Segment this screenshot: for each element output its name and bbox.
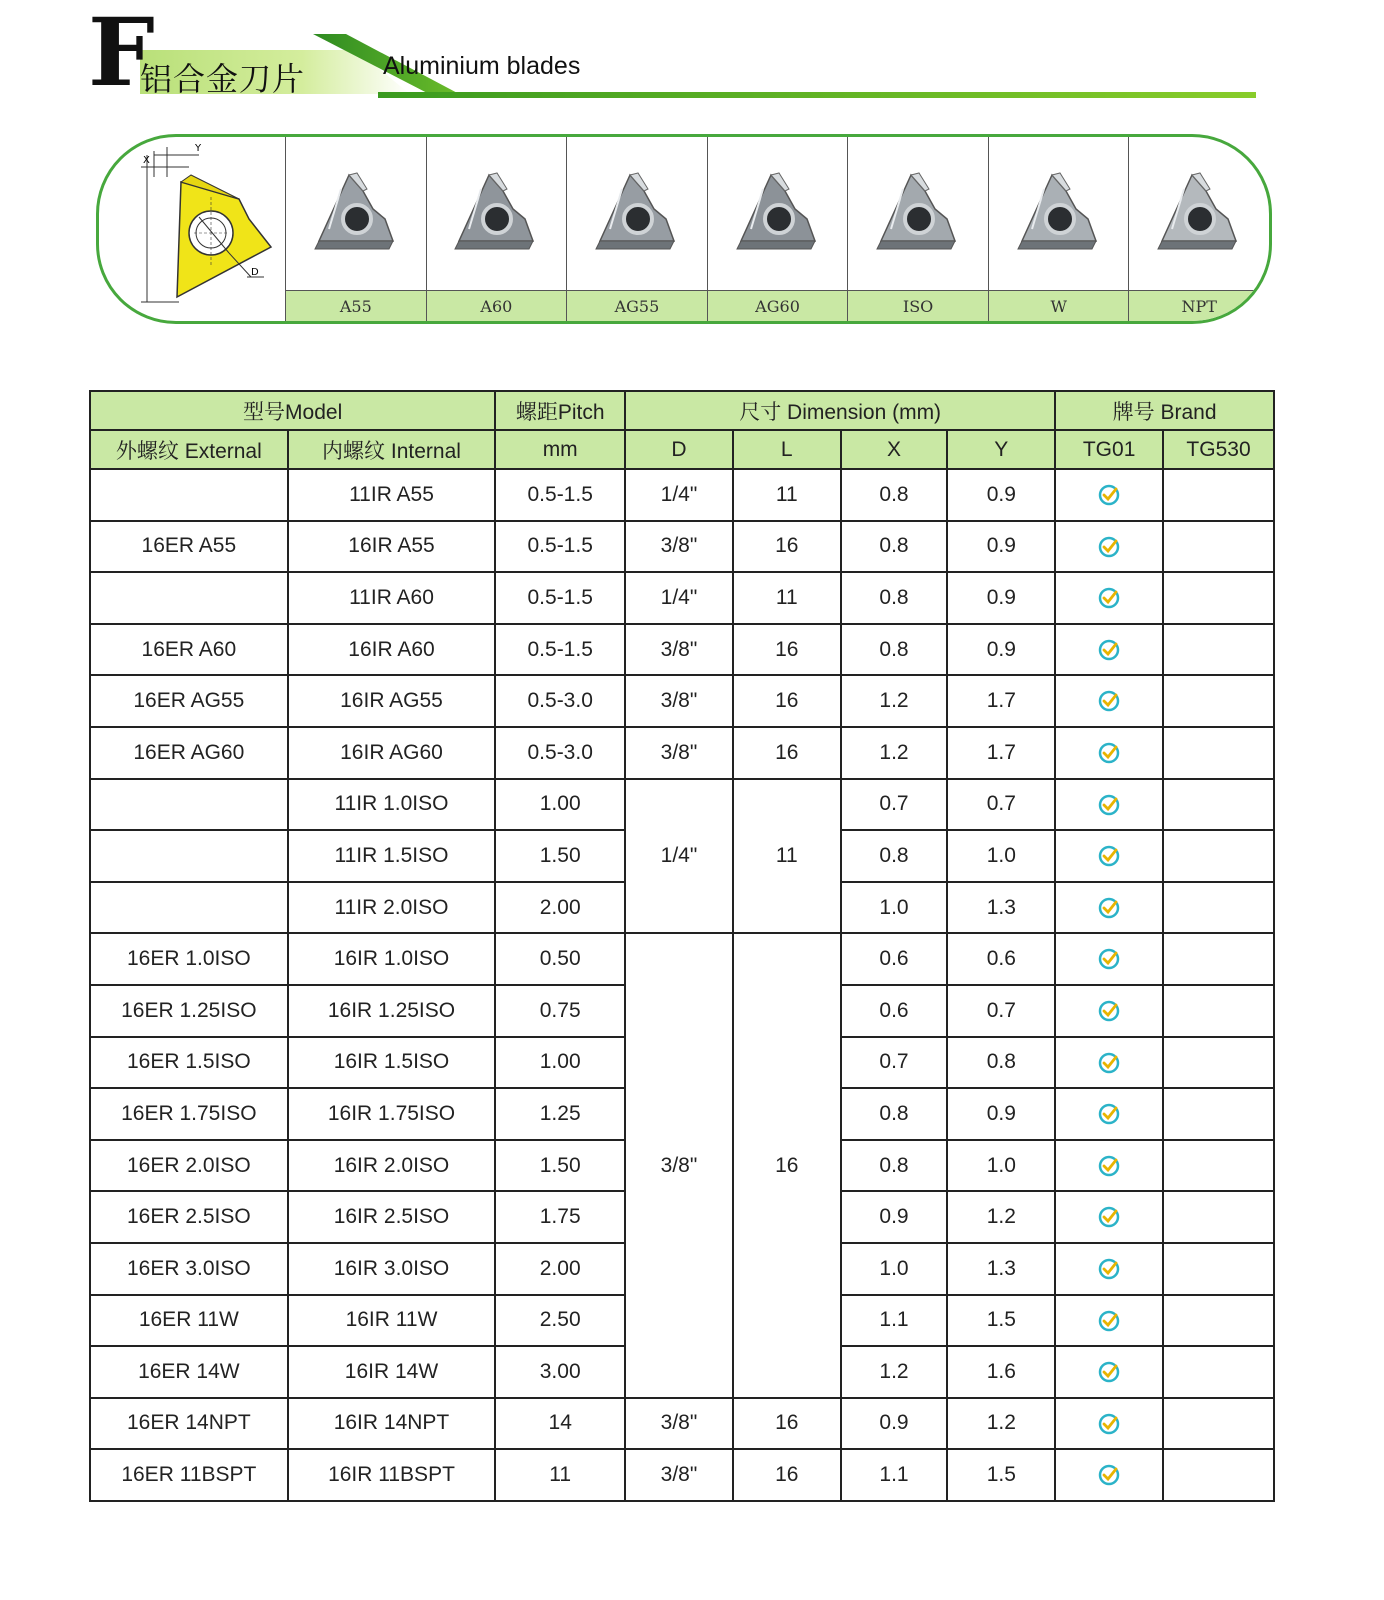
cell-internal: 16IR A55 [288, 521, 496, 573]
check-circle-icon [1097, 586, 1121, 610]
col-tg530: TG530 [1163, 430, 1274, 469]
cell-y: 0.6 [947, 933, 1055, 985]
cell-internal: 11IR 1.0ISO [288, 779, 496, 831]
cell-tg530 [1163, 675, 1274, 727]
check-circle-icon [1097, 896, 1121, 920]
cell-external: 16ER A55 [90, 521, 288, 573]
cell-pitch: 0.50 [495, 933, 625, 985]
cell-pitch: 1.00 [495, 779, 625, 831]
cell-external [90, 830, 288, 882]
cell-external: 16ER A60 [90, 624, 288, 676]
cell-tg530 [1163, 1398, 1274, 1450]
cell-pitch: 3.00 [495, 1346, 625, 1398]
cell-tg530 [1163, 1449, 1274, 1501]
spec-table-body [90, 469, 1274, 1501]
cell-x: 1.1 [841, 1449, 948, 1501]
cell-d: 3/8" [625, 624, 733, 676]
cell-x: 1.0 [841, 882, 948, 934]
table-row [90, 624, 1274, 676]
check-circle-icon [1097, 1154, 1121, 1178]
table-row [90, 521, 1274, 573]
cell-internal: 11IR A60 [288, 572, 496, 624]
cell-x: 0.8 [841, 624, 948, 676]
cell-tg530 [1163, 779, 1274, 831]
table-row [90, 779, 1274, 831]
cell-x: 0.9 [841, 1398, 948, 1450]
cell-d: 1/4" [625, 779, 733, 934]
cell-x: 0.7 [841, 1037, 948, 1089]
cell-external: 16ER 2.0ISO [90, 1140, 288, 1192]
check-circle-icon [1097, 947, 1121, 971]
blade-cell [566, 137, 707, 321]
cell-y: 0.8 [947, 1037, 1055, 1089]
cell-d: 3/8" [625, 727, 733, 779]
header-rule [378, 92, 1256, 98]
diagram-label-d: D [251, 267, 259, 278]
insert-blade-icon [1014, 169, 1104, 259]
cell-tg01 [1055, 675, 1163, 727]
table-row [90, 1398, 1274, 1450]
cell-tg530 [1163, 727, 1274, 779]
cell-pitch: 0.5-3.0 [495, 675, 625, 727]
cell-y: 1.7 [947, 727, 1055, 779]
blade-label: ISO [848, 290, 988, 321]
cell-pitch: 14 [495, 1398, 625, 1450]
table-row [90, 469, 1274, 521]
cell-d: 1/4" [625, 469, 733, 521]
blade-image [567, 137, 707, 291]
cell-tg01 [1055, 882, 1163, 934]
table-row [90, 572, 1274, 624]
cell-d: 3/8" [625, 1449, 733, 1501]
cell-x: 1.0 [841, 1243, 948, 1295]
col-x: X [841, 430, 948, 469]
blade-image [848, 137, 988, 291]
table-row [90, 727, 1274, 779]
cell-external: 16ER 1.5ISO [90, 1037, 288, 1089]
check-circle-icon [1097, 793, 1121, 817]
cell-tg01 [1055, 830, 1163, 882]
col-y: Y [947, 430, 1055, 469]
cell-tg01 [1055, 727, 1163, 779]
cell-tg530 [1163, 1088, 1274, 1140]
cell-tg01 [1055, 1037, 1163, 1089]
cell-tg530 [1163, 1346, 1274, 1398]
cell-tg01 [1055, 521, 1163, 573]
cell-x: 0.6 [841, 985, 948, 1037]
header-pitch: 螺距Pitch [495, 391, 625, 430]
check-circle-icon [1097, 1051, 1121, 1075]
cell-y: 1.0 [947, 830, 1055, 882]
cell-tg01 [1055, 572, 1163, 624]
insert-blade-icon [1154, 169, 1244, 259]
insert-blade-icon [592, 169, 682, 259]
header-brand: 牌号 Brand [1055, 391, 1274, 430]
blade-label: A60 [427, 290, 567, 321]
cell-internal: 16IR 14NPT [288, 1398, 496, 1450]
cell-tg530 [1163, 521, 1274, 573]
cell-internal: 16IR 14W [288, 1346, 496, 1398]
cell-l: 11 [733, 572, 841, 624]
cell-d: 3/8" [625, 1398, 733, 1450]
cell-pitch: 2.50 [495, 1295, 625, 1347]
cell-l: 11 [733, 779, 841, 934]
insert-blade-icon [451, 169, 541, 259]
blade-cell [988, 137, 1129, 321]
insert-blade-icon [873, 169, 963, 259]
cell-external [90, 469, 288, 521]
insert-diagram-icon [99, 137, 285, 321]
table-row [90, 1449, 1274, 1501]
cell-pitch: 1.50 [495, 830, 625, 882]
cell-x: 0.8 [841, 572, 948, 624]
cell-internal: 16IR 11W [288, 1295, 496, 1347]
cell-tg01 [1055, 985, 1163, 1037]
check-circle-icon [1097, 689, 1121, 713]
cell-external: 16ER 11W [90, 1295, 288, 1347]
cell-internal: 16IR 2.5ISO [288, 1191, 496, 1243]
cell-x: 0.7 [841, 779, 948, 831]
col-d: D [625, 430, 733, 469]
cell-x: 0.8 [841, 469, 948, 521]
section-title-cn: 铝合金刀片 [140, 60, 306, 98]
cell-x: 1.2 [841, 1346, 948, 1398]
cell-x: 0.8 [841, 1140, 948, 1192]
blade-cell [426, 137, 567, 321]
blade-label: AG60 [708, 290, 848, 321]
check-circle-icon [1097, 535, 1121, 559]
diagram-label-x: X [143, 155, 150, 166]
cell-pitch: 1.75 [495, 1191, 625, 1243]
header-model: 型号Model [90, 391, 495, 430]
blade-cell [285, 137, 426, 321]
cell-internal: 16IR A60 [288, 624, 496, 676]
cell-pitch: 1.00 [495, 1037, 625, 1089]
cell-tg01 [1055, 779, 1163, 831]
cell-x: 1.2 [841, 727, 948, 779]
col-l: L [733, 430, 841, 469]
section-letter: F [88, 0, 155, 108]
cell-y: 1.3 [947, 882, 1055, 934]
cell-tg01 [1055, 1449, 1163, 1501]
cell-tg01 [1055, 1191, 1163, 1243]
check-circle-icon [1097, 1309, 1121, 1333]
cell-y: 0.9 [947, 469, 1055, 521]
cell-internal: 16IR AG55 [288, 675, 496, 727]
cell-tg530 [1163, 1140, 1274, 1192]
cell-l: 16 [733, 521, 841, 573]
blade-image [286, 137, 426, 291]
cell-tg01 [1055, 1140, 1163, 1192]
cell-x: 0.8 [841, 1088, 948, 1140]
cell-external: 16ER AG60 [90, 727, 288, 779]
cell-tg01 [1055, 624, 1163, 676]
cell-y: 1.3 [947, 1243, 1055, 1295]
check-circle-icon [1097, 1412, 1121, 1436]
blade-label: A55 [286, 290, 426, 321]
cell-l: 16 [733, 624, 841, 676]
cell-internal: 16IR 2.0ISO [288, 1140, 496, 1192]
check-circle-icon [1097, 1205, 1121, 1229]
section-title-en: Aluminium blades [383, 52, 581, 80]
cell-l: 11 [733, 469, 841, 521]
cell-internal: 16IR 11BSPT [288, 1449, 496, 1501]
cell-internal: 11IR 2.0ISO [288, 882, 496, 934]
check-circle-icon [1097, 638, 1121, 662]
cell-y: 0.9 [947, 1088, 1055, 1140]
cell-x: 0.8 [841, 521, 948, 573]
cell-internal: 16IR 3.0ISO [288, 1243, 496, 1295]
col-internal: 内螺纹 Internal [288, 430, 496, 469]
table-row [90, 675, 1274, 727]
cell-pitch: 2.00 [495, 882, 625, 934]
cell-l: 16 [733, 1398, 841, 1450]
header-dimension: 尺寸 Dimension (mm) [625, 391, 1055, 430]
cell-d: 3/8" [625, 521, 733, 573]
cell-pitch: 2.00 [495, 1243, 625, 1295]
blade-label: NPT [1129, 290, 1269, 321]
cell-pitch: 0.75 [495, 985, 625, 1037]
cell-x: 1.2 [841, 675, 948, 727]
cell-external [90, 882, 288, 934]
cell-x: 0.9 [841, 1191, 948, 1243]
cell-y: 1.2 [947, 1398, 1055, 1450]
cell-external: 16ER 1.75ISO [90, 1088, 288, 1140]
cell-pitch: 1.25 [495, 1088, 625, 1140]
cell-d: 1/4" [625, 572, 733, 624]
cell-external: 16ER 14NPT [90, 1398, 288, 1450]
section-header [88, 0, 1278, 108]
cell-tg530 [1163, 1037, 1274, 1089]
cell-external: 16ER 11BSPT [90, 1449, 288, 1501]
cell-internal: 16IR 1.0ISO [288, 933, 496, 985]
cell-tg530 [1163, 1191, 1274, 1243]
cell-d: 3/8" [625, 675, 733, 727]
cell-l: 16 [733, 933, 841, 1397]
cell-y: 0.9 [947, 624, 1055, 676]
cell-external [90, 779, 288, 831]
cell-y: 0.7 [947, 985, 1055, 1037]
cell-d: 3/8" [625, 933, 733, 1397]
blade-cells [285, 137, 1269, 321]
cell-tg530 [1163, 572, 1274, 624]
cell-pitch: 0.5-1.5 [495, 572, 625, 624]
check-circle-icon [1097, 1360, 1121, 1384]
cell-l: 16 [733, 1449, 841, 1501]
blade-label: AG55 [567, 290, 707, 321]
check-circle-icon [1097, 844, 1121, 868]
cell-tg01 [1055, 1088, 1163, 1140]
cell-internal: 16IR 1.75ISO [288, 1088, 496, 1140]
col-pitch-unit: mm [495, 430, 625, 469]
cell-l: 16 [733, 727, 841, 779]
blade-image [708, 137, 848, 291]
blade-image [1129, 137, 1269, 291]
cell-external: 16ER 2.5ISO [90, 1191, 288, 1243]
cell-internal: 11IR 1.5ISO [288, 830, 496, 882]
check-circle-icon [1097, 741, 1121, 765]
col-tg01: TG01 [1055, 430, 1163, 469]
cell-y: 1.7 [947, 675, 1055, 727]
cell-tg530 [1163, 1295, 1274, 1347]
spec-table [89, 390, 1275, 1502]
cell-tg530 [1163, 830, 1274, 882]
check-circle-icon [1097, 1102, 1121, 1126]
insert-blade-icon [733, 169, 823, 259]
check-circle-icon [1097, 1463, 1121, 1487]
cell-tg530 [1163, 469, 1274, 521]
cell-tg530 [1163, 1243, 1274, 1295]
col-external: 外螺纹 External [90, 430, 288, 469]
cell-x: 0.8 [841, 830, 948, 882]
cell-tg01 [1055, 1398, 1163, 1450]
table-row [90, 933, 1274, 985]
cell-tg530 [1163, 933, 1274, 985]
cell-x: 1.1 [841, 1295, 948, 1347]
cell-y: 0.9 [947, 572, 1055, 624]
cell-external [90, 572, 288, 624]
blade-image [427, 137, 567, 291]
cell-y: 1.0 [947, 1140, 1055, 1192]
cell-tg01 [1055, 1243, 1163, 1295]
cell-y: 1.5 [947, 1449, 1055, 1501]
cell-tg01 [1055, 1295, 1163, 1347]
cell-y: 1.2 [947, 1191, 1055, 1243]
blade-types-strip [96, 134, 1272, 324]
check-circle-icon [1097, 1257, 1121, 1281]
cell-internal: 11IR A55 [288, 469, 496, 521]
cell-pitch: 1.50 [495, 1140, 625, 1192]
cell-pitch: 0.5-1.5 [495, 469, 625, 521]
cell-external: 16ER 1.25ISO [90, 985, 288, 1037]
blade-cell [1128, 137, 1269, 321]
cell-external: 16ER 1.0ISO [90, 933, 288, 985]
cell-pitch: 0.5-1.5 [495, 521, 625, 573]
blade-cell [847, 137, 988, 321]
cell-internal: 16IR 1.25ISO [288, 985, 496, 1037]
blade-image [989, 137, 1129, 291]
cell-y: 0.7 [947, 779, 1055, 831]
cell-y: 1.6 [947, 1346, 1055, 1398]
cell-pitch: 11 [495, 1449, 625, 1501]
cell-external: 16ER 3.0ISO [90, 1243, 288, 1295]
cell-internal: 16IR AG60 [288, 727, 496, 779]
diagram-label-y: Y [195, 143, 202, 154]
cell-tg01 [1055, 1346, 1163, 1398]
cell-tg01 [1055, 933, 1163, 985]
cell-y: 0.9 [947, 521, 1055, 573]
cell-internal: 16IR 1.5ISO [288, 1037, 496, 1089]
insert-blade-icon [311, 169, 401, 259]
check-circle-icon [1097, 999, 1121, 1023]
cell-external: 16ER AG55 [90, 675, 288, 727]
cell-pitch: 0.5-1.5 [495, 624, 625, 676]
cell-tg530 [1163, 985, 1274, 1037]
cell-pitch: 0.5-3.0 [495, 727, 625, 779]
cell-x: 0.6 [841, 933, 948, 985]
cell-y: 1.5 [947, 1295, 1055, 1347]
cell-tg01 [1055, 469, 1163, 521]
cell-l: 16 [733, 675, 841, 727]
cell-external: 16ER 14W [90, 1346, 288, 1398]
cell-tg530 [1163, 882, 1274, 934]
blade-label: W [989, 290, 1129, 321]
blade-cell [707, 137, 848, 321]
check-circle-icon [1097, 483, 1121, 507]
blade-dimension-diagram [99, 137, 285, 321]
cell-tg530 [1163, 624, 1274, 676]
